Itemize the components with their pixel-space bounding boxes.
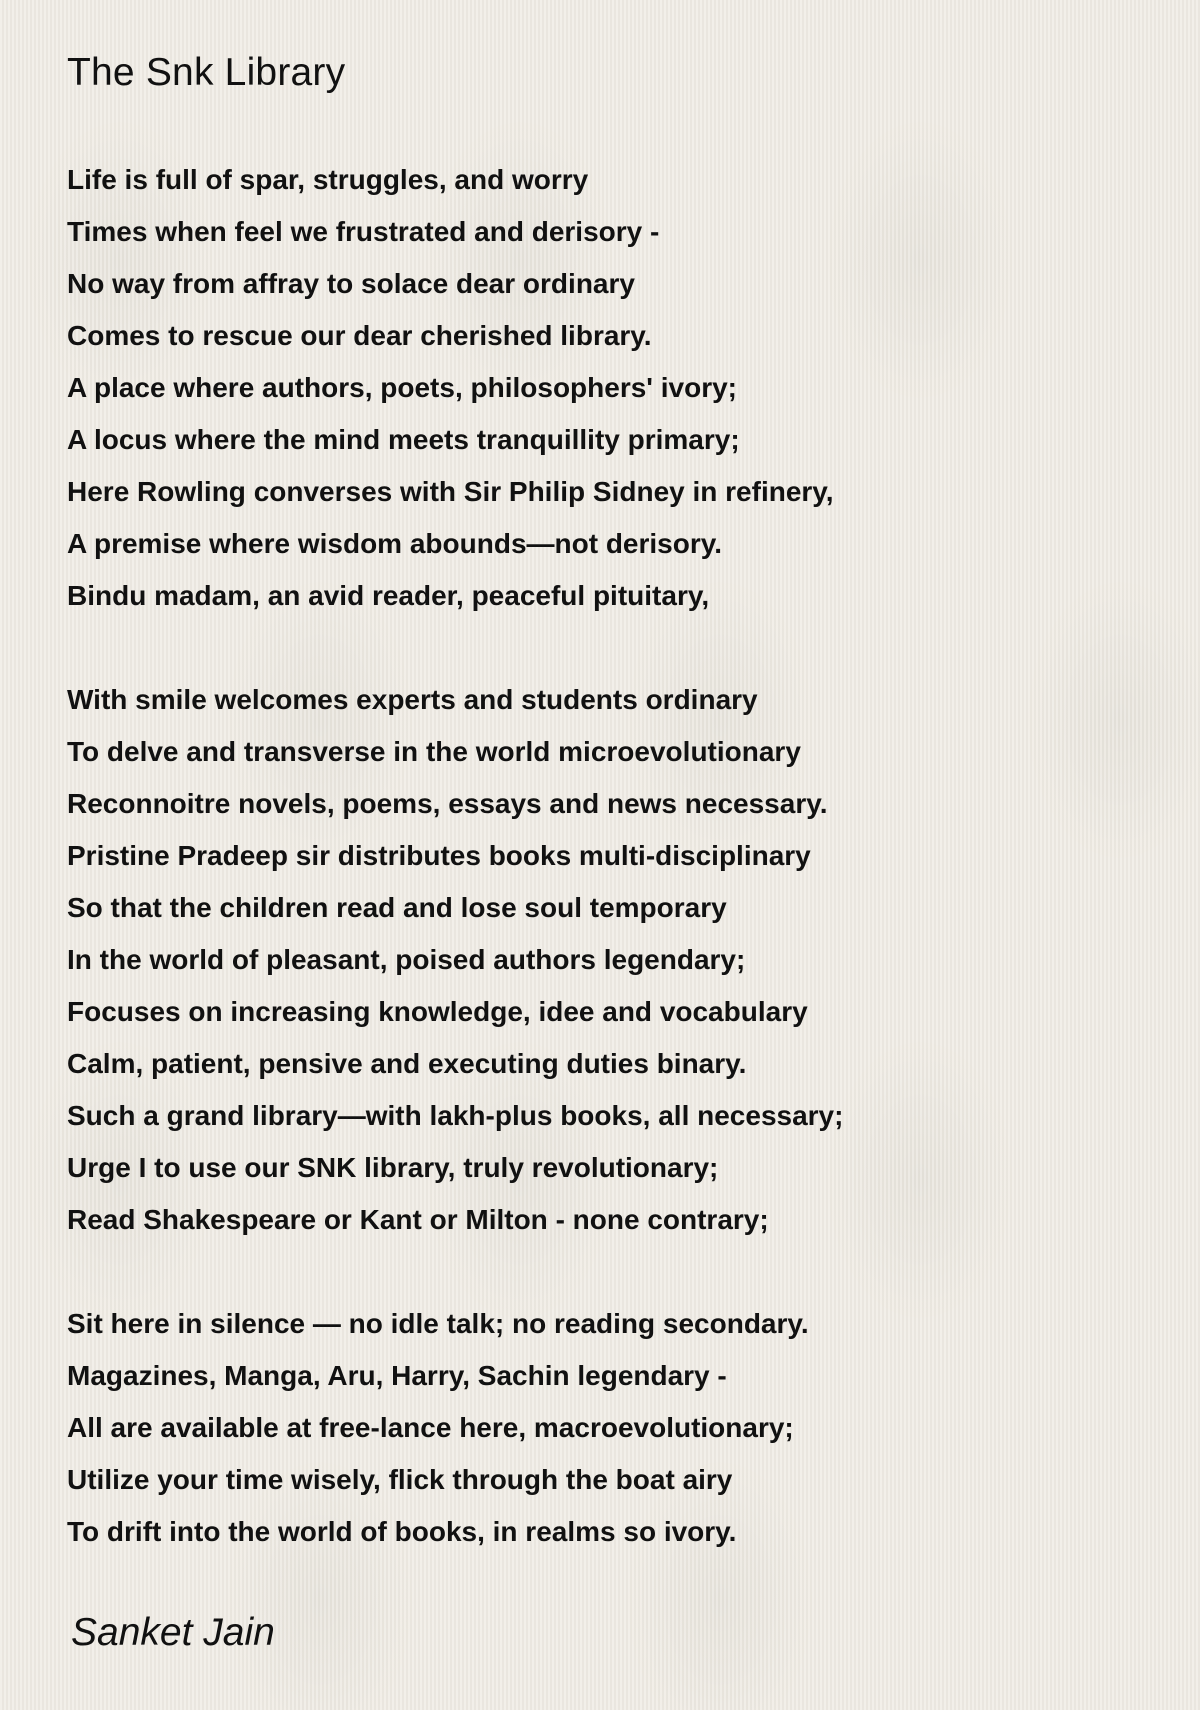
poem-line: Urge I to use our SNK library, truly revolutionary;: [67, 1152, 719, 1183]
poem-line: Such a grand library—with lakh-plus books, all necessary;: [67, 1100, 844, 1131]
poem-line: A premise where wisdom abounds—not derisory.: [67, 528, 723, 559]
poem-line: Here Rowling converses with Sir Philip Sidney in refinery,: [67, 476, 834, 507]
poem-line: Pristine Pradeep sir distributes books multi-disciplinary: [67, 840, 811, 871]
stanza-break: [67, 622, 843, 674]
poem-line: Life is full of spar, struggles, and worry: [67, 164, 589, 195]
poem-line: Calm, patient, pensive and executing duties binary.: [67, 1048, 747, 1079]
poem-line: A locus where the mind meets tranquillity primary;: [67, 424, 740, 455]
poem-line: A place where authors, poets, philosophers' ivory;: [67, 372, 737, 403]
poem-line: Reconnoitre novels, poems, essays and news necessary.: [67, 788, 828, 819]
poem-line: To drift into the world of books, in realms so ivory.: [67, 1516, 737, 1547]
poem-author: Sanket Jain: [71, 1611, 275, 1654]
poem-line: Read Shakespeare or Kant or Milton - none contrary;: [67, 1204, 769, 1235]
poem-title: The Snk Library: [67, 51, 346, 94]
poem-line: To delve and transverse in the world microevolutionary: [67, 736, 801, 767]
poem-line: In the world of pleasant, poised authors legendary;: [67, 944, 746, 975]
poem-line: Sit here in silence — no idle talk; no reading secondary.: [67, 1308, 809, 1339]
poem-line: Times when feel we frustrated and derisory -: [67, 216, 660, 247]
stanza-break: [67, 1246, 843, 1298]
poem-line: With smile welcomes experts and students ordinary: [67, 684, 758, 715]
poem-line: Bindu madam, an avid reader, peaceful pituitary,: [67, 580, 710, 611]
poem-body: [67, 154, 843, 1558]
poem-line: All are available at free-lance here, macroevolutionary;: [67, 1412, 794, 1443]
poem-line: So that the children read and lose soul temporary: [67, 892, 727, 923]
poem-line: Magazines, Manga, Aru, Harry, Sachin legendary -: [67, 1360, 727, 1391]
poem-line: Comes to rescue our dear cherished library.: [67, 320, 652, 351]
poem-line: Focuses on increasing knowledge, idee and vocabulary: [67, 996, 808, 1027]
poem-line: No way from affray to solace dear ordinary: [67, 268, 635, 299]
poem-line: Utilize your time wisely, flick through the boat airy: [67, 1464, 733, 1495]
